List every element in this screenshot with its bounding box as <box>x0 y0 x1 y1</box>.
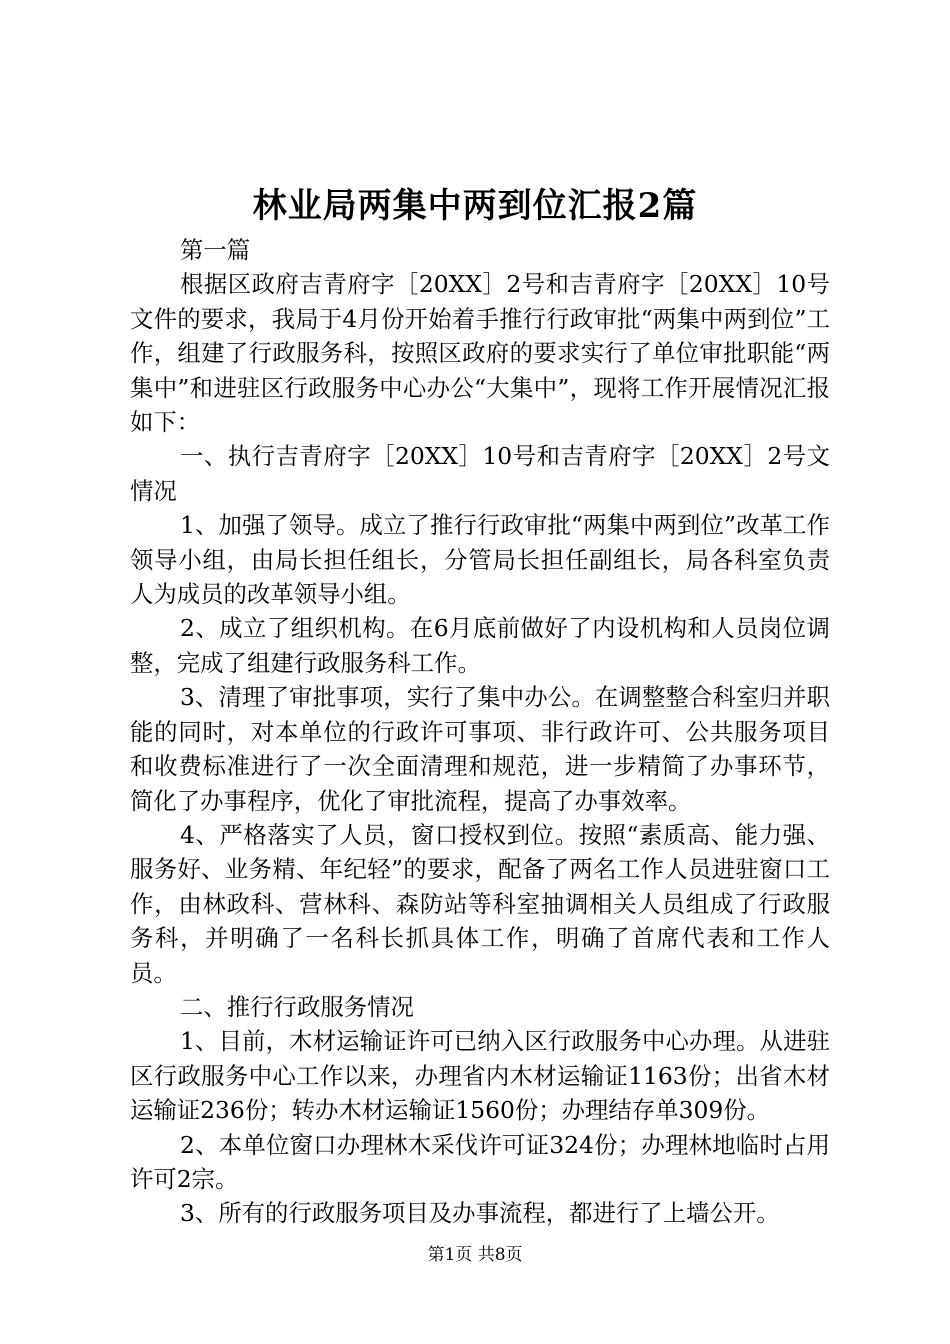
paragraph-item-1: 1、加强了领导。成立了推行行政审批“两集中两到位”改革工作领导小组，由局长担任组长，分管局长担任副组长，局各科室负责人为成员的改革领导小组。 <box>130 511 830 609</box>
section-label: 第一篇 <box>180 236 251 264</box>
page-footer: 第1页 共8页 <box>427 1245 523 1265</box>
paragraph-item-4: 4、严格落实了人员，窗口授权到位。按照“素质高、能力强、服务好、业务精、年纪轻”的要求，配备了两名工作人员进驻窗口工作，由林政科、营林科、森防站等科室抽调相关人员组成了行政服务科，并明确了一名科长抓具体工作，明确了首席代表和工作人员。 <box>130 820 830 987</box>
heading-section-one: 一、执行吉青府字［20XX］10号和吉青府字［20XX］2号文情况 <box>130 442 830 505</box>
paragraph-service-2: 2、本单位窗口办理林木采伐许可证324份；办理林地临时占用许可2宗。 <box>130 1130 830 1193</box>
paragraph-service-1: 1、目前，木材运输证许可已纳入区行政服务中心办理。从进驻区行政服务中心工作以来，办理省内木材运输证1163份；出省木材运输证236份；转办木材运输证1560份；办理结存单309份。 <box>130 1027 830 1125</box>
paragraph-item-3: 3、清理了审批事项，实行了集中办公。在调整整合科室归并职能的同时，对本单位的行政许可事项、非行政许可、公共服务项目和收费标准进行了一次全面清理和规范，进一步精简了办事环节，简化了办事程序，优化了审批流程，提高了办事效率。 <box>130 683 830 815</box>
paragraph-item-2: 2、成立了组织机构。在6月底前做好了内设机构和人员岗位调整，完成了组建行政服务科工作。 <box>130 614 830 677</box>
heading-section-two: 二、推行行政服务情况 <box>180 992 414 1021</box>
paragraph-intro: 根据区政府吉青府字［20XX］2号和吉青府字［20XX］10号文件的要求，我局于4月份开始着手推行行政审批“两集中两到位”工作，组建了行政服务科，按照区政府的要求实行了单位审批职能“两集中”和进驻区行政服务中心办公“大集中”，现将工作开展情况汇报如下： <box>130 270 830 437</box>
paragraph-service-3: 3、所有的行政服务项目及办事流程，都进行了上墙公开。 <box>180 1199 780 1228</box>
document-body <box>130 233 830 1231</box>
document-title: 林业局两集中两到位汇报2篇 <box>252 186 698 226</box>
